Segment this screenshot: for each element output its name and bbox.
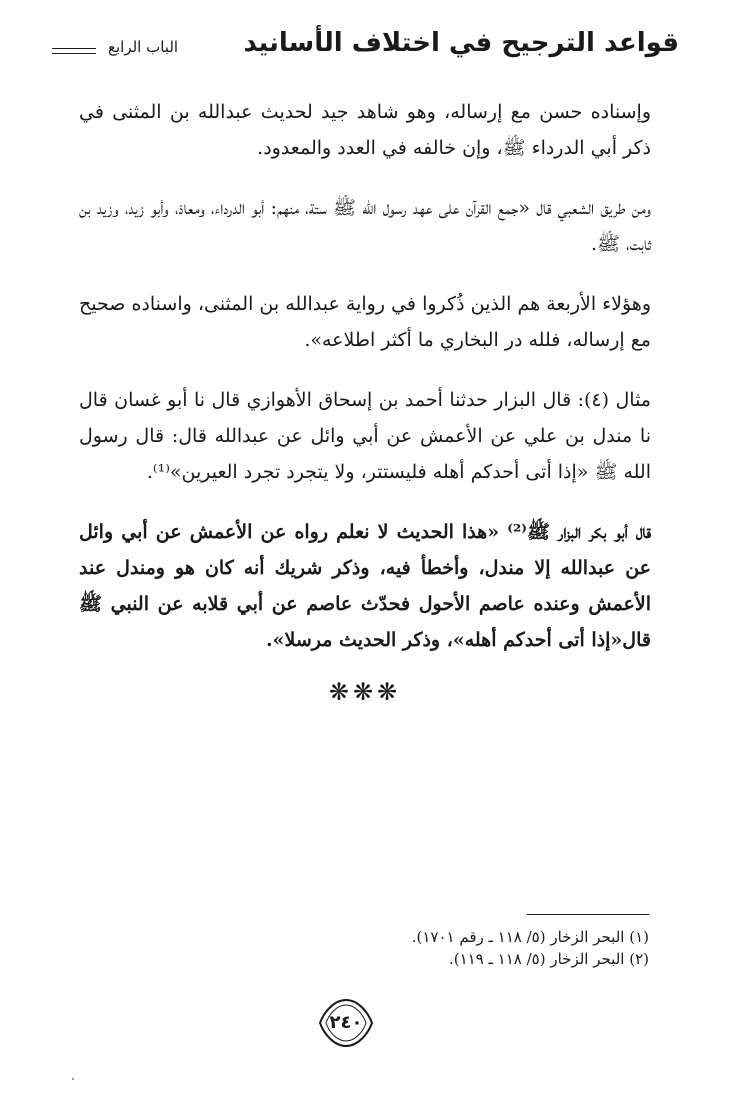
paragraph-quote: قال أبو بكر البزار ﷺ⁽²⁾ «هذا الحديث لا نعلم رواه عن الأعمش عن أبي وائل عن عبدالله إلا مندل، وأخطأ فيه، وذكر شريك أنه كان هو ومندل عند الأعمش وعنده عاصم الأحول فحدّث عاصم عن أبي قلابه عن النبي ﷺ قال«إذا أتى أحدكم أهله»، وذكر الحديث مرسلا». xyxy=(79,521,651,651)
main-text xyxy=(79,94,651,706)
paragraph: ومن طريق الشعبي قال «جمع القرآن على عهد رسول الله ﷺ ستة، منهم: أبو الدرداء، ومعاذ، وأبو زيد، وزيد بن ثابت، ﷺ. xyxy=(79,197,651,255)
footnote: (٢) البحر الزخار (٥/ ١١٨ ـ ١١٩). xyxy=(448,950,649,968)
paragraph: وإسناده حسن مع إرساله، وهو شاهد جيد لحديث عبدالله بن المثنى في ذكر أبي الدرداء ﷺ، وإن خالفه في العدد والمعدود. xyxy=(79,101,651,159)
chapter-label: الباب الرابع xyxy=(108,38,179,56)
running-header xyxy=(52,26,679,66)
footnote-rule xyxy=(527,914,649,915)
scan-speck xyxy=(72,1078,74,1080)
footnote: (١) البحر الزخار (٥/ ١١٨ ـ رقم ١٧٠١). xyxy=(411,928,649,946)
paragraph: وهؤلاء الأربعة هم الذين ذُكروا في رواية عبدالله بن المثنى، واسناده صحيح مع إرساله، فلله در البخاري ما أكثر اطلاعه». xyxy=(79,293,651,351)
header-rule-short xyxy=(52,48,96,54)
book-title: قواعد الترجيح في اختلاف الأسانيد xyxy=(243,28,679,58)
section-separator: ❋❋❋ xyxy=(328,678,402,706)
paragraph-example: مثال (٤): قال البزار حدثنا أحمد بن إسحاق الأهوازي قال نا أبو غسان قال نا مندل بن علي عن الأعمش عن أبي وائل عن عبدالله قال: قال رسول الله ﷺ «إذا أتى أحدكم أهله فليستتر، ولا يتجرد تجرد العيرين»⁽¹⁾. xyxy=(79,389,651,483)
page-number-ornament xyxy=(318,998,374,1048)
footnotes xyxy=(129,926,649,970)
page-number: ٢٤٠ xyxy=(329,1012,363,1033)
